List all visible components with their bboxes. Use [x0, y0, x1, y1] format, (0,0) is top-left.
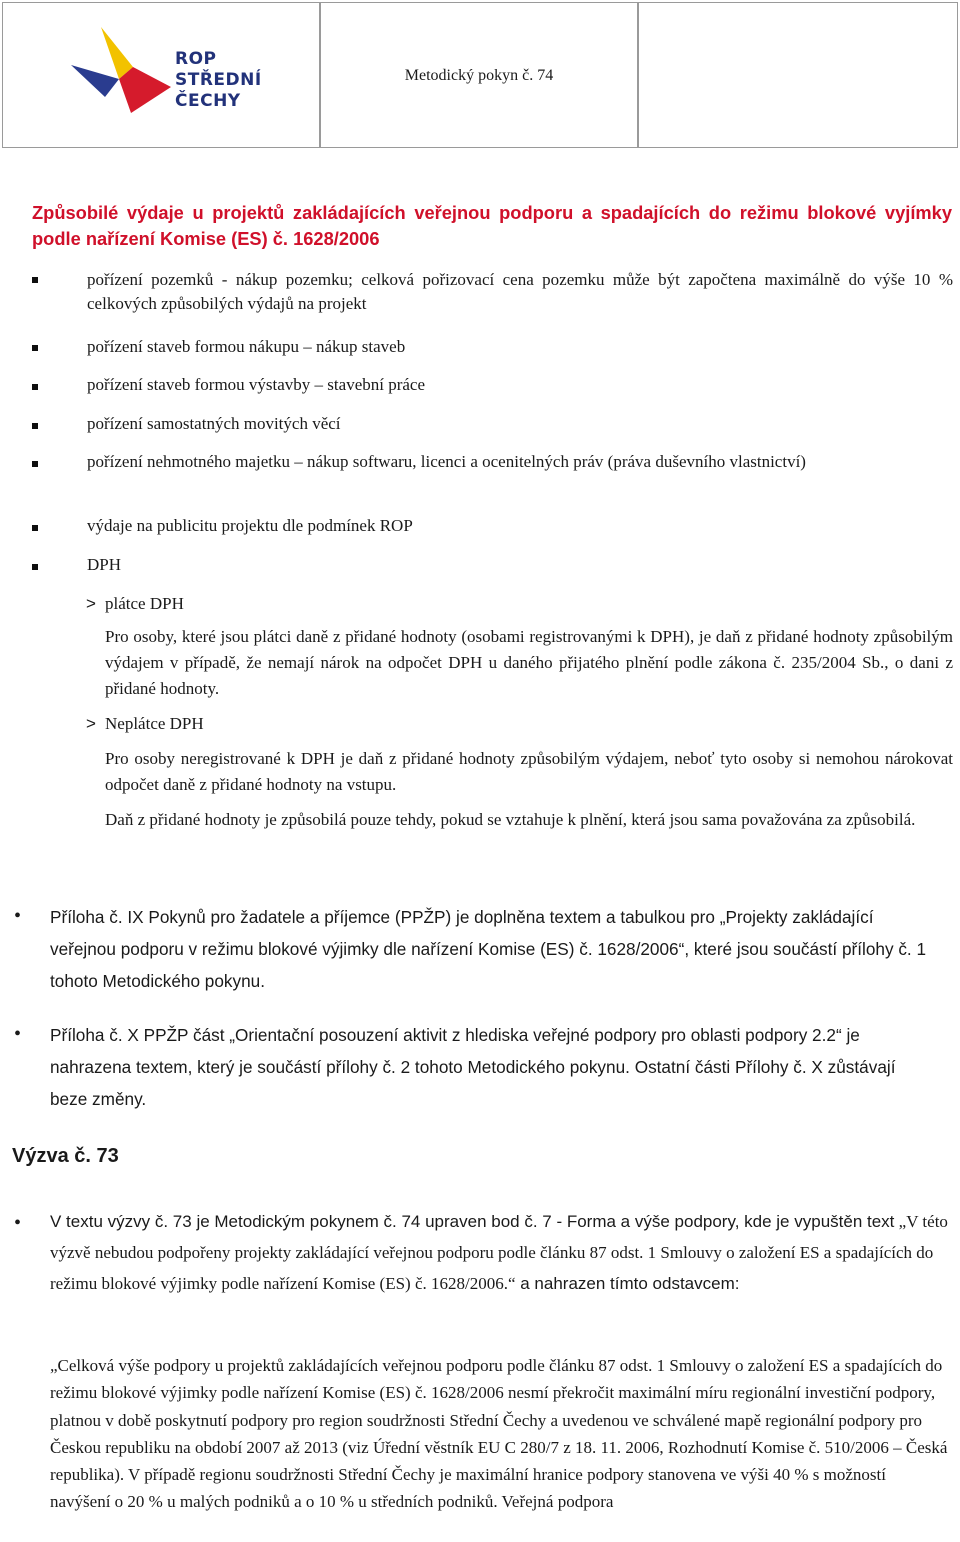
square-bullet-icon	[32, 461, 38, 467]
arrow-bullet-icon: >	[86, 714, 96, 733]
dph-platce-text: Pro osoby, které jsou plátci daně z přidané hodnoty (osobami registrovanými k DPH), je daň z přidané hodnoty způsobilým výdajem v případě, že nemají nárok na odpočet DPH u daného přijatého plnění podle zákona č. 235/2004 Sb., o dani z přidané hodnoty.	[105, 627, 953, 698]
vyzva-removed-text: „V této výzvě nebudou podpořeny projekty zakládající veřejnou podporu podle článku 87 odst. 1 Smlouvy o založení ES a spadajících do režimu blokové výjimky podle nařízení Komise (ES) č. 1628/2006.“	[50, 1212, 948, 1293]
dph-neplatce-text: Pro osoby neregistrované k DPH je daň z přidané hodnoty způsobilým výdajem, neboť tyto osoby si nemohou nárokovat odpočet daně z přidané hodnoty na vstupu.	[105, 749, 953, 794]
bullet-item: pořízení staveb formou výstavby – stavební práce	[87, 375, 426, 394]
square-bullet-icon	[32, 384, 38, 390]
square-bullet-icon	[32, 277, 38, 283]
page-header	[0, 0, 958, 150]
rop-logo-icon	[71, 27, 171, 117]
bullet-item: DPH	[87, 555, 122, 574]
square-bullet-icon	[32, 423, 38, 429]
bullet-item: výdaje na publicitu projektu dle podmínek ROP	[87, 516, 413, 535]
priloha-x-text: Příloha č. X PPŽP část „Orientační posouzení aktivit z hlediska veřejné podpory pro oblasti podpory 2.2“ je nahrazena textem, který je součástí přílohy č. 2 tohoto Metodického pokynu. Ostatní části Přílohy č. X zůstávají beze změny.	[50, 1025, 896, 1109]
round-bullet-icon: •	[14, 1023, 22, 1045]
bullet-item: pořízení nehmotného majetku – nákup softwaru, licenci a ocenitelných práv (práva duševního vlastnictví)	[87, 452, 806, 471]
logo-text: ROP STŘEDNÍ ČECHY	[175, 49, 262, 111]
logo-cell	[2, 2, 320, 148]
vyzva-replacement-text: a nahrazen tímto odstavcem:	[515, 1274, 740, 1293]
dph-neplatce-label: Neplátce DPH	[105, 714, 204, 733]
square-bullet-icon	[32, 564, 38, 570]
priloha-ix-text: Příloha č. IX Pokynů pro žadatele a příjemce (PPŽP) je doplněna textem a tabulkou pro „Projekty zakládající veřejnou podporu v režimu blokové výjimky dle nařízení Komise (ES) č. 1628/2006“, které jsou součástí přílohy č. 1 tohoto Metodického pokynu.	[50, 907, 927, 991]
arrow-bullet-icon: >	[86, 594, 96, 613]
bullet-item: pořízení samostatných movitých věcí	[87, 414, 341, 433]
header-empty-cell	[638, 2, 958, 148]
bullet-item: pořízení staveb formou nákupu – nákup staveb	[87, 337, 406, 356]
dph-platce-label: plátce DPH	[105, 594, 184, 613]
quoted-paragraph: „Celková výše podpory u projektů zakládajících veřejnou podporu podle článku 87 odst. 1 Smlouvy o založení ES a spadajících do režimu blokové výjimky podle nařízení Komise (ES) č. 1628/2006 nesmí překročit maximální míru regionální investiční podpory, platnou v době poskytnutí podpory pro region soudržnosti Střední Čechy a uvedenou ve schválené mapě regionální podpory pro Českou republiku na období 2007 až 2013 (viz Úřední věstník EU C 280/7 z 18. 11. 2006, Rozhodnutí Komise č. 510/2006 – Česká republika). V případě regionu soudržnosti Střední Čechy je maximální hranice podpory stanovena ve výši 40 % s možností navýšení o 20 % u malých podniků a o 10 % u středních podniků. Veřejná podpora	[50, 1356, 948, 1512]
vyzva-heading: Výzva č. 73	[12, 1145, 119, 1167]
square-bullet-icon	[32, 525, 38, 531]
square-bullet-icon	[32, 345, 38, 351]
dph-dan-text: Daň z přidané hodnoty je způsobilá pouze tehdy, pokud se vztahuje k plnění, která jsou sama považována za způsobilá.	[105, 810, 916, 829]
section-heading: Způsobilé výdaje u projektů zakládajících veřejnou podporu a spadajících do režimu blokové vyjímky podle nařízení Komise (ES) č. 1628/2006	[32, 202, 952, 249]
bullet-item: pořízení pozemků - nákup pozemku; celková pořizovací cena pozemku může být započtena maximálně do výše 10 % celkových způsobilých výdajů na projekt	[87, 270, 953, 313]
header-title: Metodický pokyn č. 74	[404, 67, 554, 84]
round-bullet-icon: •	[14, 1212, 22, 1234]
vyzva-paragraph	[50, 1206, 950, 1299]
vyzva-intro-text: V textu výzvy č. 73 je Metodickým pokynem č. 74 upraven bod č. 7 - Forma a výše podpory, kde je vypuštěn text	[50, 1212, 895, 1231]
header-title-cell	[320, 2, 638, 148]
round-bullet-icon: •	[14, 905, 22, 927]
